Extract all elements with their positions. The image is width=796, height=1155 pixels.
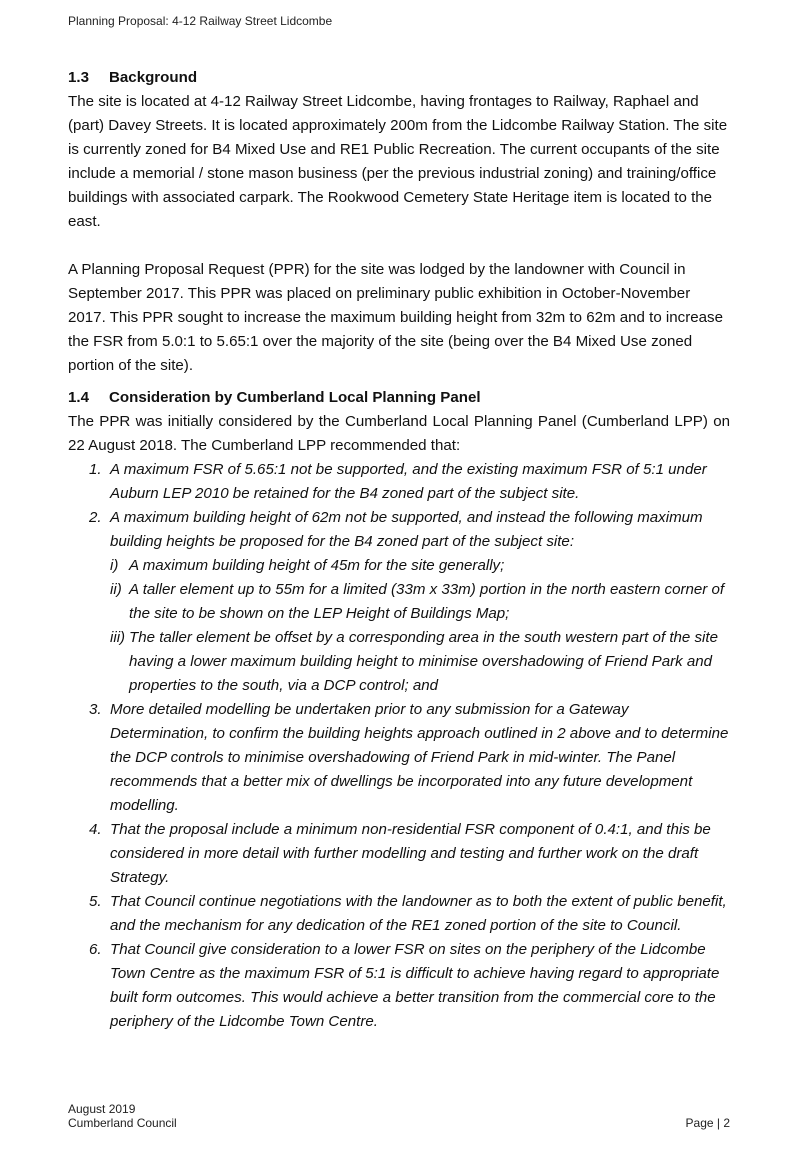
- list-item-text: That Council continue negotiations with the landowner as to both the extent of public benefit, and the mechanism for any dedication of the RE1 zoned portion of the site to Council.: [110, 893, 727, 934]
- section-title: Consideration by Cumberland Local Planning Panel: [109, 389, 481, 406]
- footer-organisation: Cumberland Council: [68, 1116, 177, 1130]
- recommendations-list: [68, 458, 730, 1034]
- running-header: Planning Proposal: 4-12 Railway Street Lidcombe: [68, 14, 333, 28]
- consideration-intro: The PPR was initially considered by the Cumberland Local Planning Panel (Cumberland LPP) on 22 August 2018. The Cumberland LPP recommended that:: [68, 413, 730, 454]
- recommendation-item: [68, 698, 730, 818]
- list-item-text: A maximum building height of 62m not be supported, and instead the following maximum building heights be proposed for the B4 zoned part of the subject site:: [110, 509, 703, 550]
- section-title: Background: [109, 69, 198, 86]
- list-marker: 1.: [89, 461, 102, 478]
- sub-item: [110, 578, 730, 626]
- height-sublist: [110, 554, 730, 698]
- list-marker: 6.: [89, 941, 102, 958]
- document-body: [68, 66, 730, 1034]
- list-marker: 4.: [89, 821, 102, 838]
- page-number: Page | 2: [685, 1116, 730, 1130]
- recommendation-item: [68, 506, 730, 698]
- section-number: 1.4: [68, 389, 89, 406]
- section-heading-consideration: [68, 386, 730, 410]
- list-item-text: More detailed modelling be undertaken prior to any submission for a Gateway Determination, to confirm the building heights approach outlined in 2 above and to determine the DCP controls to minimise overshadowing of Friend Park in mid-winter. The Panel recommends that a better mix of dwellings be incorporated into any future development modelling.: [110, 701, 729, 814]
- sub-item-text: A maximum building height of 45m for the site generally;: [129, 557, 505, 574]
- list-marker: 2.: [89, 509, 102, 526]
- recommendation-item: [68, 890, 730, 938]
- sub-item: [110, 554, 730, 578]
- sub-marker: i): [110, 557, 119, 574]
- list-item-text: That the proposal include a minimum non-residential FSR component of 0.4:1, and this be considered in more detail with further modelling and testing and further work on the draft Strategy.: [110, 821, 711, 886]
- list-item-text: A maximum FSR of 5.65:1 not be supported, and the existing maximum FSR of 5:1 under Auburn LEP 2010 be retained for the B4 zoned part of the subject site.: [110, 461, 707, 502]
- sub-item: [110, 626, 730, 698]
- footer-date: August 2019: [68, 1102, 136, 1116]
- list-marker: 5.: [89, 893, 102, 910]
- recommendation-item: [68, 818, 730, 890]
- sub-item-text: The taller element be offset by a corresponding area in the south western part of the site having a lower maximum building height to minimise overshadowing of Friend Park and properties to the south, via a DCP control; and: [129, 629, 718, 694]
- background-paragraph-1: The site is located at 4-12 Railway Street Lidcombe, having frontages to Railway, Raphael and (part) Davey Streets. It is located approximately 200m from the Lidcombe Railway Station. The site is currently zoned for B4 Mixed Use and RE1 Public Recreation. The current occupants of the site include a memorial / stone mason business (per the previous industrial zoning) and training/office buildings with associated carpark. The Rookwood Cemetery State Heritage item is located to the east.: [68, 93, 728, 230]
- list-item-text: That Council give consideration to a lower FSR on sites on the periphery of the Lidcombe Town Centre as the maximum FSR of 5:1 is difficult to achieve having regard to appropriate built form outcomes. This would achieve a better transition from the commercial core to the periphery of the Lidcombe Town Centre.: [110, 941, 720, 1030]
- sub-marker: ii): [110, 581, 122, 598]
- background-paragraph-2: A Planning Proposal Request (PPR) for the site was lodged by the landowner with Council in September 2017. This PPR was placed on preliminary public exhibition in October-November 2017. This PPR sought to increase the maximum building height from 32m to 62m and to increase the FSR from 5.0:1 to 5.65:1 over the majority of the site (being over the B4 Mixed Use zoned portion of the site).: [68, 261, 723, 374]
- list-marker: 3.: [89, 701, 102, 718]
- sub-item-text: A taller element up to 55m for a limited (33m x 33m) portion in the north eastern corner of the site to be shown on the LEP Height of Buildings Map;: [129, 581, 725, 622]
- section-heading-background: [68, 66, 730, 90]
- section-number: 1.3: [68, 69, 89, 86]
- recommendation-item: [68, 938, 730, 1034]
- sub-marker: iii): [110, 629, 126, 646]
- recommendation-item: [68, 458, 730, 506]
- page-footer: [68, 1102, 730, 1130]
